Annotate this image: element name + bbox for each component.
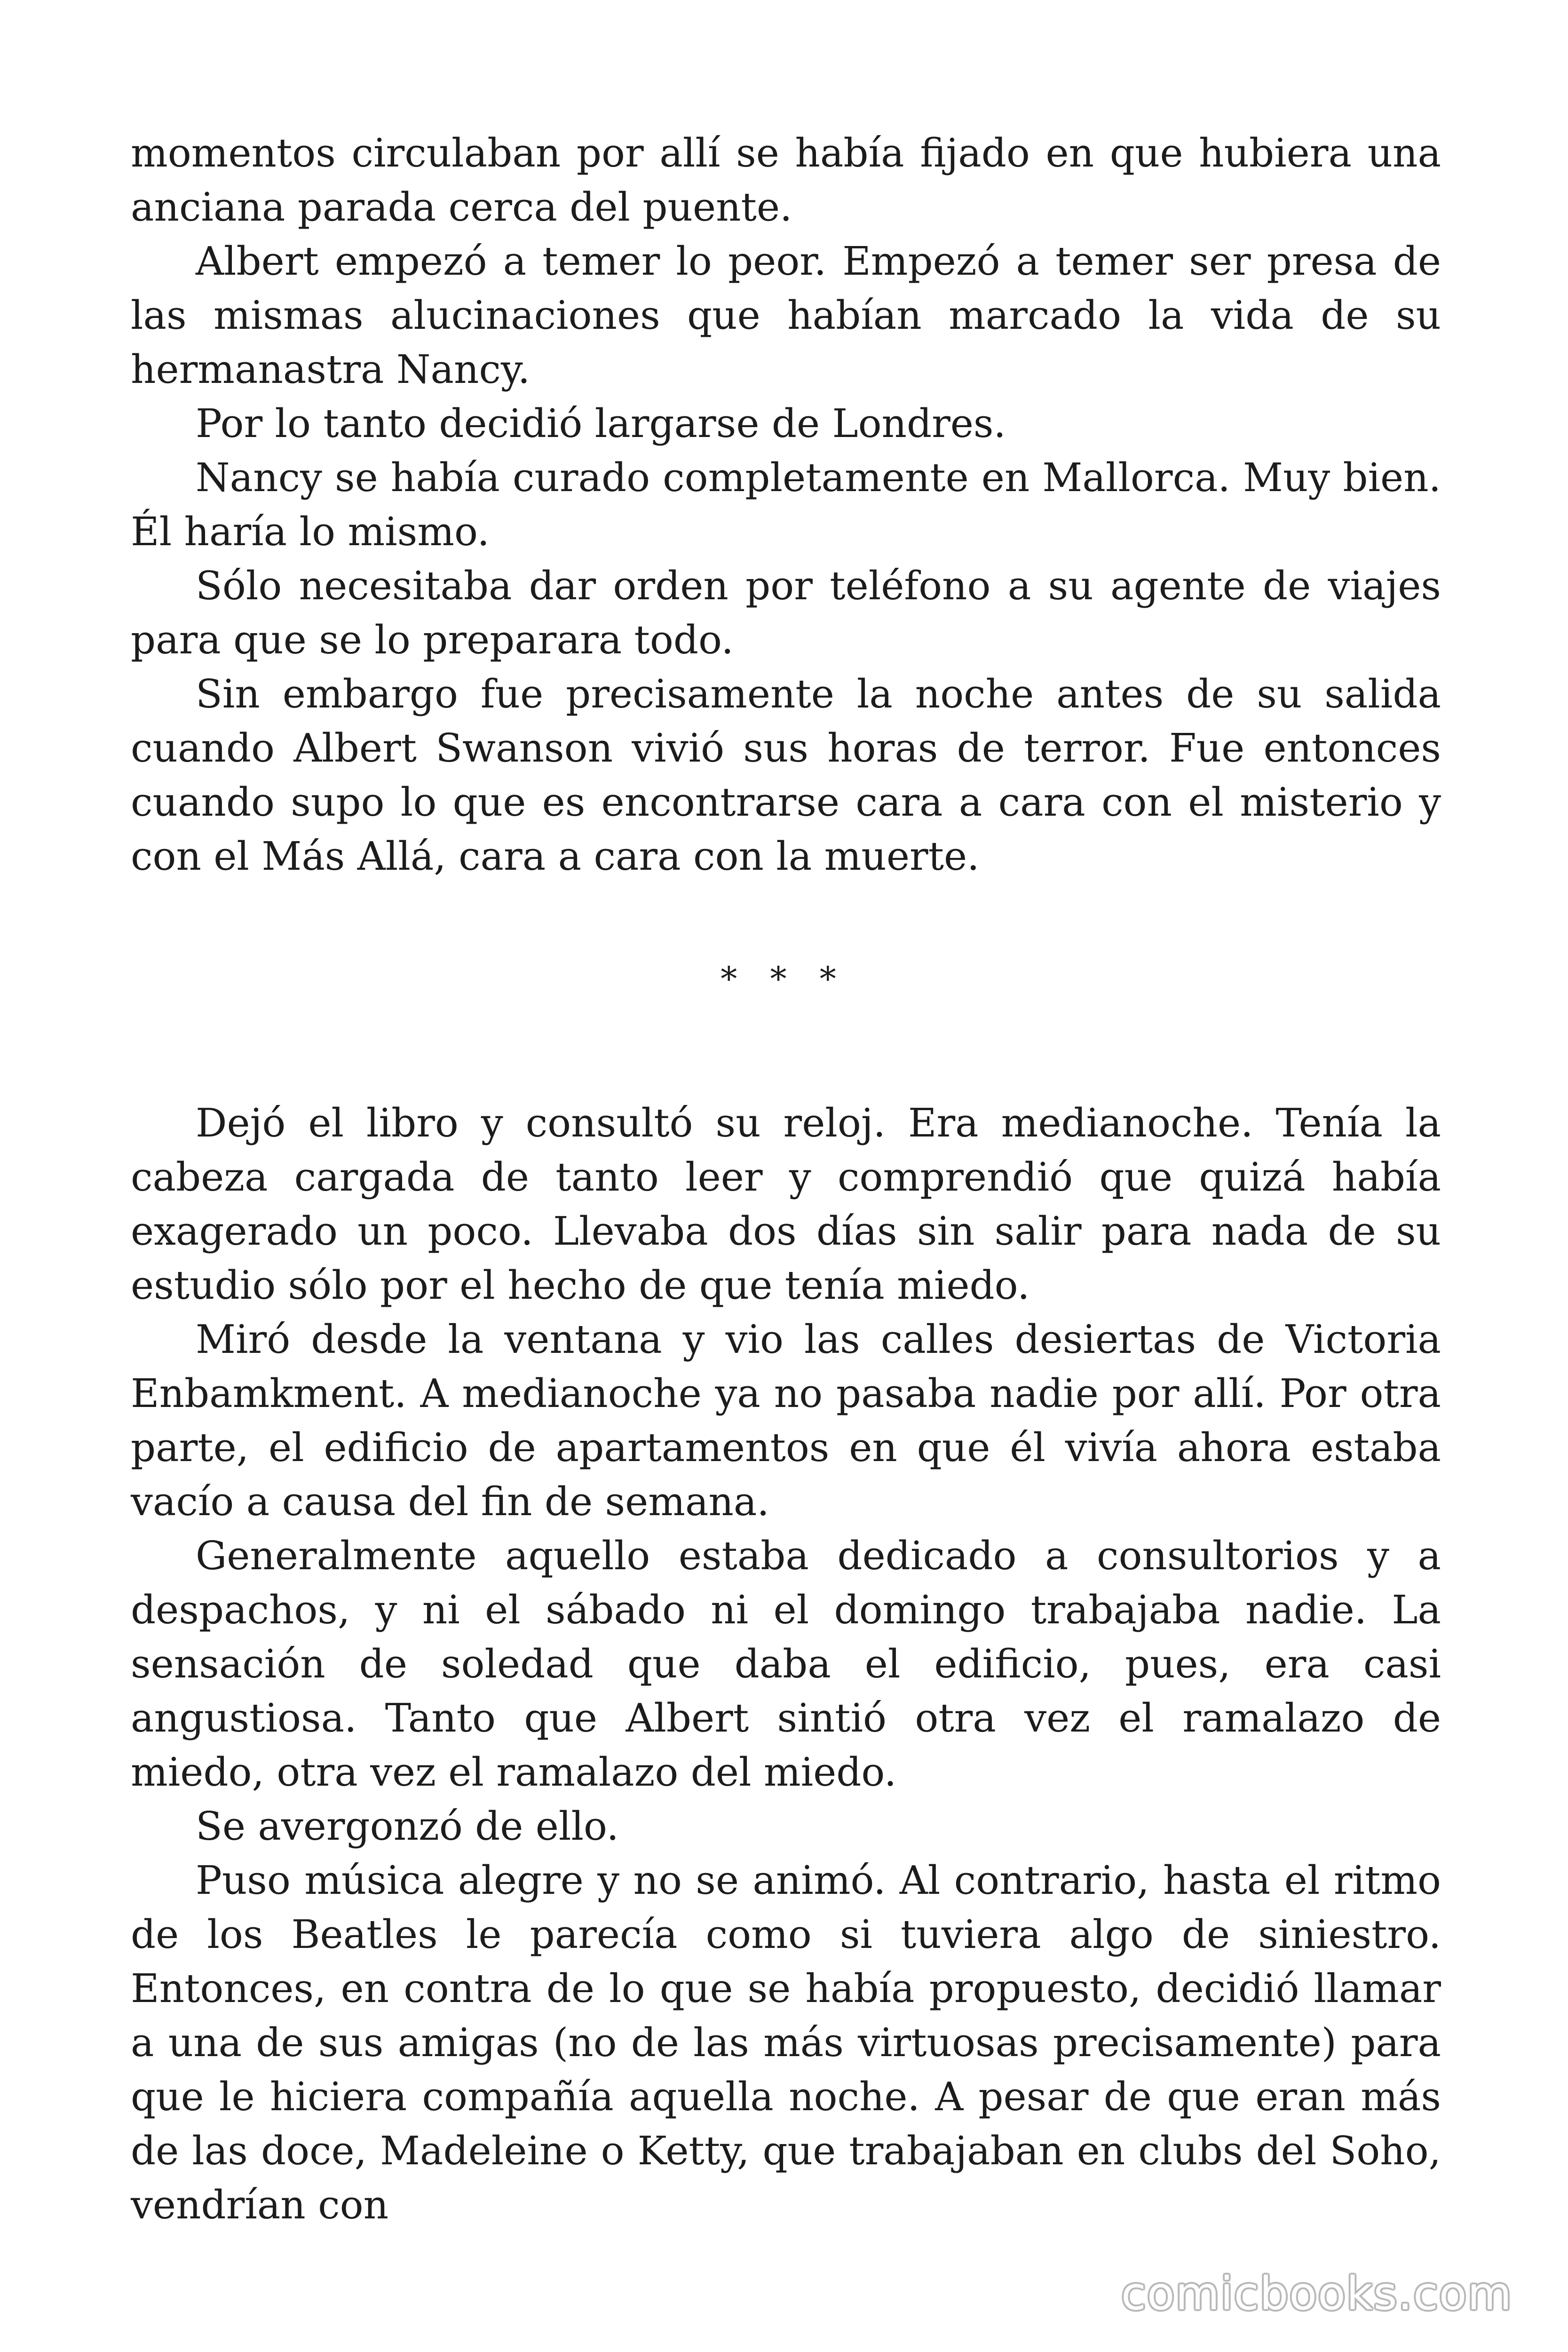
paragraph: Nancy se había curado completamente en Mallorca. Muy bien. Él haría lo mismo. bbox=[131, 455, 1441, 555]
paragraph: Se avergonzó de ello. bbox=[196, 1804, 619, 1849]
paragraph: Generalmente aquello estaba dedicado a consultorios y a despachos, y ni el sábado ni el domingo trabajaba nadie. La sensación de soledad que daba el edificio, pues, era casi angustiosa. Tanto que Albert sintió otra vez el ramalazo de miedo, otra vez el ramalazo del miedo. bbox=[131, 1533, 1441, 1795]
paragraph: Sólo necesitaba dar orden por teléfono a su agente de viajes para que se lo preparara todo. bbox=[131, 563, 1441, 663]
paragraph: momentos circulaban por allí se había fijado en que hubiera una anciana parada cerca del puente. bbox=[131, 130, 1441, 230]
watermark: comicbooks.com bbox=[1121, 2267, 1513, 2320]
text-section-2 bbox=[131, 1096, 1441, 2232]
paragraph: Miró desde la ventana y vio las calles desiertas de Victoria Enbamkment. A medianoche ya no pasaba nadie por allí. Por otra parte, el edificio de apartamentos en que él vivía ahora estaba vacío a causa del fin de semana. bbox=[131, 1317, 1441, 1525]
paragraph: Por lo tanto decidió largarse de Londres. bbox=[196, 401, 1006, 446]
paragraph: Dejó el libro y consultó su reloj. Era medianoche. Tenía la cabeza cargada de tanto leer y comprendió que quizá había exagerado un poco. Llevaba dos días sin salir para nada de su estudio sólo por el hecho de que tenía miedo. bbox=[131, 1100, 1441, 1308]
scene-break: * * * bbox=[721, 960, 847, 998]
paragraph: Puso música alegre y no se animó. Al contrario, hasta el ritmo de los Beatles le parecía como si tuviera algo de siniestro. Entonces, en contra de lo que se había propuesto, decidió llamar a una de sus amigas (no de las más virtuosas precisamente) para que le hiciera compañía aquella noche. A pesar de que eran más de las doce, Madeleine o Ketty, que trabajaban en clubs del Soho, vendrían con bbox=[131, 1858, 1441, 2228]
paragraph: Albert empezó a temer lo peor. Empezó a temer ser presa de las mismas alucinaciones que habían marcado la vida de su hermanastra Nancy. bbox=[131, 238, 1441, 392]
paragraph: Sin embargo fue precisamente la noche antes de su salida cuando Albert Swanson vivió sus horas de terror. Fue entonces cuando supo lo que es encontrarse cara a cara con el misterio y con el Más Allá, cara a cara con la muerte. bbox=[131, 671, 1441, 879]
text-section-1 bbox=[131, 126, 1441, 883]
